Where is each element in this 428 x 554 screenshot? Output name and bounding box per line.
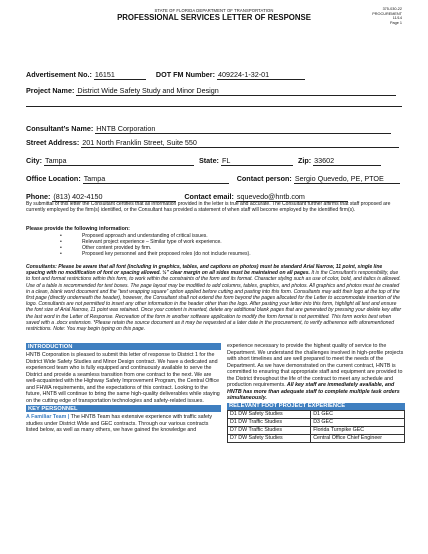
office-contact-row <box>26 174 400 184</box>
form-number-block <box>372 7 402 25</box>
table-cell: D1 DW Traffic Studies <box>228 418 311 426</box>
form-date: 11/14 <box>392 16 402 21</box>
state-field[interactable]: FL <box>221 157 293 166</box>
contact-email-field[interactable]: squevedo@hntb.com <box>236 193 348 202</box>
include-heading: Please provide the following information: <box>26 226 130 232</box>
table-cell: D7 DW Safety Studies <box>228 434 311 442</box>
table-row <box>228 434 405 442</box>
consultants-notice-rest: It is the Consultant’s responsibility, due to font and format restrictions within this form, to work within the constraints of the form and its format. Character styling such as use of color, bold, and italics is allowed. Use of a table is recommended for text boxes. The page layout may be modified to add columns, tables, graphics, and photos. All graphics and photos must be created in a clean, blank word document and the “text wrapping square” option applied before cutting and pasting into this form. Consultants may add their logo at the top of the first page (directly underneath the header), however, the Consultant shall not extend the form beyond the pages allocated for the Letter to accommodate insertion of the logo. Consultants are not permitted to insert any other information in the header other than the logo. After pasting your letter into this form, highlight all text and ensure the font size of Arial Narrow, 11 point was retained. Once your content is inserted, delete any additional blank pages that are generated by pressing your delete key after the last word in the Letter of Response. Recreation of the form in another software application to modify the form format is not permitted. This form works best when saved with a .docx extension. *Please retain the source document as it may be requested at a later date in the procurement, to verify adherence with aforementioned restrictions. Note: You may begin typing on this page. <box>26 270 402 333</box>
table-cell: D3 GEC <box>311 418 405 426</box>
office-location-field[interactable]: Tampa <box>83 175 229 184</box>
include-item: • Other content provided by firm. <box>60 245 390 251</box>
introduction-heading: INTRODUCTION <box>26 343 221 350</box>
introduction-text: HNTB Corporation is pleased to submit this letter of response to District 1 for the District Wide Safety Studies and Minor Design contract. We have a dedicated and experienced team who is fully equipped and continuously available to serve the District and provide a seamless transition from one contract to the next. We are well-acquainted with the Highway Safety Improvement Program, the Central Office and FHWA requirements, and the expectations of this contract. Looking to the future, HNTB will continue to bring the same high-quality deliverables while staying on the cutting edge of transportation technologies and safety-related issues. <box>26 352 220 404</box>
include-item: • Proposed key personnel and their proposed roles (do not include resumes). <box>60 251 390 257</box>
state-label: State: <box>198 156 219 165</box>
city-field[interactable]: Tampa <box>44 157 194 166</box>
form-number: 375-030-22 <box>382 7 402 11</box>
fm-number-label: DOT FM Number: <box>155 70 215 79</box>
contact-email-label: Contact email: <box>184 192 234 201</box>
contact-person-label: Contact person: <box>236 174 292 183</box>
table-row <box>228 418 405 426</box>
table-row <box>228 410 405 418</box>
phone-label: Phone: <box>26 192 51 201</box>
experience-narrative-text: experience necessary to provide the highest quality of service to the Department. We understand the challenges involved in high-profile projects with short timelines and are well prepared to meet the needs of the Department. As we have demonstrated on the current contract, HNTB is committed to ensuring that appropriate staff and equipment are provided to the District throughout the life of the contract to meet any schedule and production requirements. <box>227 343 404 389</box>
table-cell: D1 GEC <box>311 410 405 418</box>
street-address-label: Street Address: <box>26 138 80 147</box>
consultant-name-label: Consultant’s Name: <box>26 124 94 133</box>
certification-text: By submittal of this letter the Consultant certifies that all information provided in the letter is true and accurate. The Consultant further affirms that staff proposed are currently employed by the firm(s) identified, or the Consultant has provided a statement of when staff will become employed by the identified firm(s). <box>26 201 391 214</box>
table-cell: D1 DW Safety Studies <box>228 410 311 418</box>
form-title: PROFESSIONAL SERVICES LETTER OF RESPONSE <box>117 13 311 22</box>
form-dept: PROCUREMENT <box>372 11 402 16</box>
consultant-name-field[interactable]: HNTB Corporation <box>95 125 391 134</box>
table-row <box>228 426 405 434</box>
office-location-label: Office Location: <box>26 174 81 183</box>
table-cell: Central Office Chief Engineer <box>311 434 405 442</box>
page-number: Page 1 <box>389 20 402 25</box>
right-column <box>227 343 405 443</box>
project-name-label: Project Name: <box>26 86 75 95</box>
fm-number-field[interactable]: 409224-1-32-01 <box>217 71 305 80</box>
key-personnel-lead: A Familiar Team | <box>26 414 70 421</box>
project-row <box>26 86 396 96</box>
include-item: • Proposed approach and understanding of critical issues. <box>60 233 390 239</box>
project-experience-heading: RELEVANT FDOT PROJECT EXPERIENCE <box>227 403 405 410</box>
key-personnel-body: The HNTB Team has extensive experience with traffic safety studies under District Wide and GEC contracts. Through our various contracts listed below, as well as many others, we have gained the knowledge and <box>26 414 213 434</box>
street-row <box>26 138 399 148</box>
project-name-field[interactable]: District Wide Safety Study and Minor Design <box>76 87 396 96</box>
phone-field[interactable]: (813) 402-4150 <box>52 193 176 202</box>
advertisement-field[interactable]: 16151 <box>94 71 146 80</box>
table-cell: D7 DW Traffic Studies <box>228 426 311 434</box>
project-experience-table <box>227 410 405 443</box>
street-address-field[interactable]: 201 North Franklin Street, Suite 550 <box>81 139 399 148</box>
include-item: • Relevant project experience – Similar type of work experience. <box>60 239 390 245</box>
experience-narrative <box>227 343 405 402</box>
staff-availability-emphasis: All key staff are immediately available, and HNTB has more than adequate staff to complete multiple task orders simultaneously. <box>227 382 400 402</box>
consultants-notice-bold: Consultants: Please be aware that all font (including in graphics, tables, and captions on photos) must be standard Arial Narrow, 11 point, single line spacing with no modification of font or spacing allowed. ½" clear margin on all sides must be maintained on all pages. <box>26 264 383 277</box>
advertisement-label: Advertisement No.: <box>26 70 92 79</box>
city-state-zip-row <box>26 156 381 166</box>
include-list <box>60 233 390 257</box>
zip-field[interactable]: 33602 <box>313 157 381 166</box>
advertisement-row <box>26 70 305 80</box>
consultant-row <box>26 124 391 134</box>
agency-name: STATE OF FLORIDA DEPARTMENT OF TRANSPORTATION <box>154 8 274 13</box>
key-personnel-heading: KEY PERSONNEL <box>26 405 221 412</box>
table-cell: Florida Turnpike GEC <box>311 426 405 434</box>
left-column <box>26 343 221 434</box>
project-name-continuation-line <box>26 106 402 107</box>
key-personnel-text <box>26 414 221 434</box>
city-label: City: <box>26 156 42 165</box>
consultants-notice <box>26 264 402 332</box>
zip-label: Zip: <box>297 156 312 165</box>
contact-person-field[interactable]: Sergio Quevedo, PE, PTOE <box>294 175 400 184</box>
